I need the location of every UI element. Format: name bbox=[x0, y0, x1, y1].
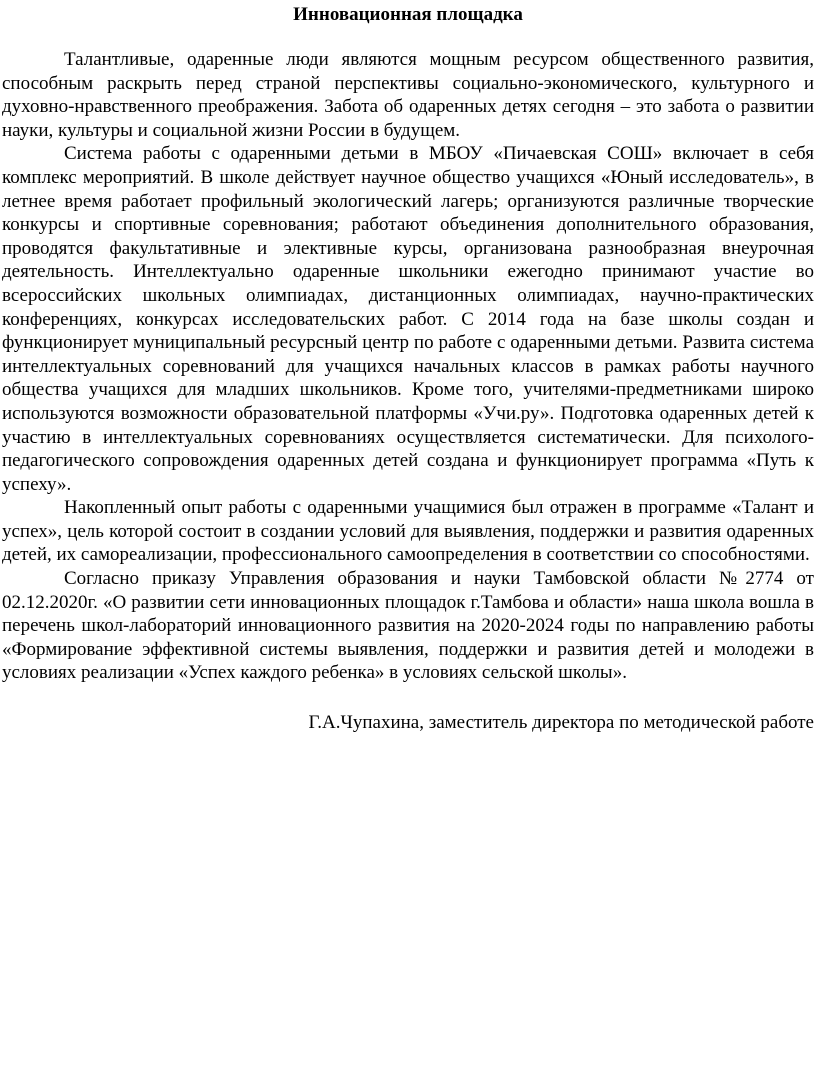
paragraph-order: Согласно приказу Управления образования и науки Тамбовской области №2774 от 02.12.2020г. «О развитии сети инновационных площадок г.Тамбова и области» наша школа вошла в перечень школ-лабораторий инновационного развития на 2020-2024 годы по направлению работы «Формирование эффективной системы выявления, поддержки и развития детей и молодежи в условиях реализации «Успех каждого ребенка» в условиях сельской школы». bbox=[2, 568, 814, 684]
document-title: Инновационная площадка bbox=[293, 4, 523, 25]
paragraph-work-system: Система работы с одаренными детьми в МБОУ «Пичаевская СОШ» включает в себя комплекс мероприятий. В школе действует научное общество учащихся «Юный исследователь», в летнее время работает профильный экологический лагерь; организуются различные творческие конкурсы и спортивные соревнования; работают объединения дополнительного образования, проводятся факультативные и элективные курсы, организована разнообразная внеурочная деятельность. Интеллектуально одаренные школьники ежегодно принимают участие во всероссийских школьных олимпиадах, дистанционных олимпиадах, научно-практических конференциях, конкурсах исследовательских работ. С 2014 года на базе школы создан и функционирует муниципальный ресурсный центр по работе с одаренными детьми. Развита система интеллектуальных соревнований для учащихся начальных классов в рамках работы научного общества учащихся для младших школьников. Кроме того, учителями-предметниками широко используются возможности образовательной платформы «Учи.ру». Подготовка одаренных детей к участию в интеллектуальных соревнованиях осуществляется систематически. Для психолого-педагогического сопровождения одаренных детей создана и функционирует программа «Путь к успеху». bbox=[2, 143, 814, 495]
paragraph-intro: Талантливые, одаренные люди являются мощным ресурсом общественного развития, способным раскрыть перед страной перспективы социально-экономического, культурного и духовно-нравственного преображения. Забота об одаренных детях сегодня – это забота о развитии науки, культуры и социальной жизни России в будущем. bbox=[2, 49, 814, 141]
signature: Г.А.Чупахина, заместитель директора по методической работе bbox=[308, 712, 814, 734]
paragraph-program: Накопленный опыт работы с одаренными учащимися был отражен в программе «Талант и успех», цель которой состоит в создании условий для выявления, поддержки и развития одаренных детей, их самореализации, профессионального самоопределения в соответствии со способностями. bbox=[2, 497, 814, 566]
